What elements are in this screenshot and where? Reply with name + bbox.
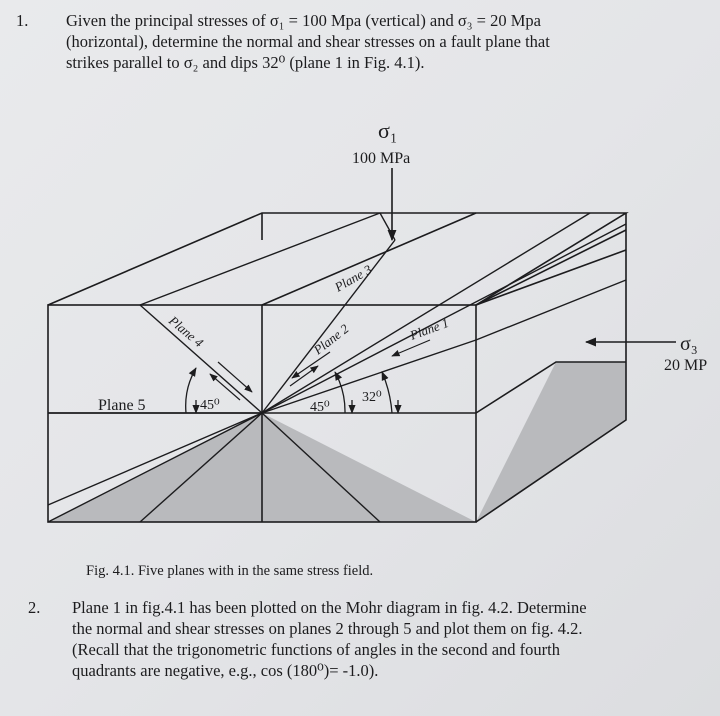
problem-number: 1. — [16, 11, 29, 30]
sigma3-value: 20 MP — [664, 357, 708, 374]
plane-1-angle: 32⁰ — [362, 390, 382, 405]
problem-line: strikes parallel to σ₂ and dips 32⁰ (plane 1 in Fig. 4.1). — [66, 53, 425, 72]
plane-2-angle: 45⁰ — [310, 400, 330, 415]
problem-text — [66, 10, 702, 73]
plane-2-label: Plane 2 — [310, 320, 352, 358]
problem-line: Given the principal stresses of σ₁ = 100 Mpa (vertical) and σ₃ = 20 Mpa — [66, 11, 541, 30]
problem-line: (Recall that the trigonometric functions of angles in the second and fourth — [72, 640, 560, 659]
sigma3-symbol: σ₃ — [680, 333, 698, 355]
plane-5-label: Plane 5 — [98, 397, 146, 414]
sigma1-value: 100 MPa — [352, 150, 411, 167]
problem-line: quadrants are negative, e.g., cos (180⁰)= -1.0). — [72, 661, 379, 680]
problem-number: 2. — [28, 598, 41, 617]
shaded-faces — [48, 362, 626, 522]
problem-line: Plane 1 in fig.4.1 has been plotted on the Mohr diagram in fig. 4.2. Determine — [72, 598, 587, 617]
plane-4-label: Plane 4 — [166, 312, 207, 351]
plane-4-angle: 45⁰ — [200, 398, 220, 413]
plane-3-label: Plane 3 — [332, 261, 375, 295]
figure-caption: Fig. 4.1. Five planes with in the same stress field. — [86, 563, 374, 579]
sigma1-symbol: σ₁ — [378, 118, 398, 143]
problem-text — [72, 597, 712, 681]
problem-line: (horizontal), determine the normal and shear stresses on a fault plane that — [66, 32, 550, 51]
stress-block-figure — [0, 105, 720, 545]
plane-1-label: Plane 1 — [407, 315, 451, 343]
problem-line: the normal and shear stresses on planes 2 through 5 and plot them on fig. 4.2. — [72, 619, 583, 638]
